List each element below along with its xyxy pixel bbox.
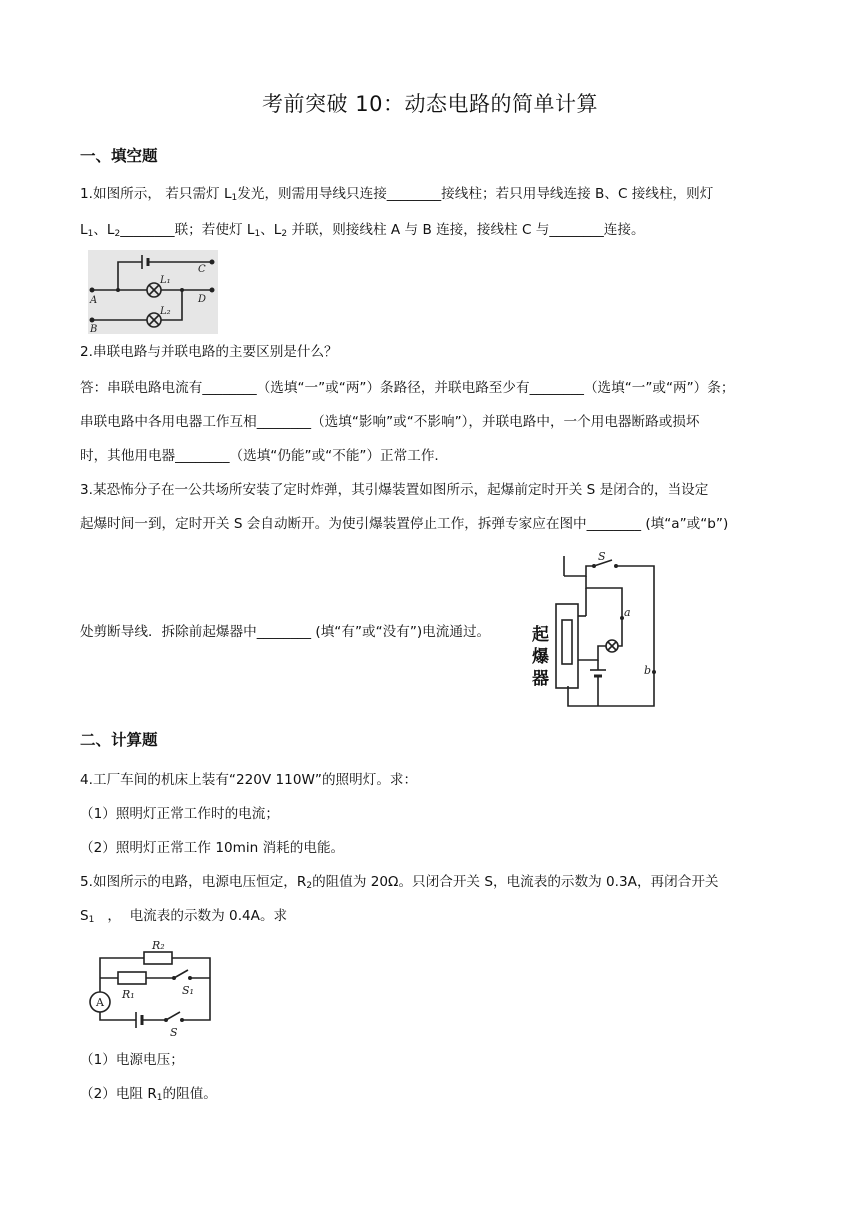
device-label-char: 起 [532,625,549,645]
q1-text: ________联；若使灯 L [120,222,255,238]
terminal-label-a: A [90,295,98,306]
q5-circuit-figure [86,940,216,1036]
q4-line-2: （1）照明灯正常工作时的电流； [80,806,279,822]
q1-line-1 [80,184,713,204]
q2-line-4: 时，其他用电器________（选填“仍能”或“不能”）正常工作. [80,448,439,464]
switch-label-s: S [598,550,606,563]
device-label-char: 爆 [532,647,549,667]
device-label-char: 器 [532,669,549,689]
terminal-label-d: D [198,294,207,305]
subscript: 1 [231,193,238,203]
q3-detonator-figure [530,548,660,716]
q4-line-3: （2）照明灯正常工作 10min 消耗的电能。 [80,840,345,856]
q5-text: 的阻值为 20Ω。只闭合开关 S，电流表的示数为 0.3A，再闭合开关 [312,874,719,890]
subscript: 1 [87,229,94,239]
section-heading-calculation: 二、计算题 [80,731,158,749]
q5-text: ， 电流表的示数为 0.4A。求 [94,908,288,924]
lamp-label-l2: L₂ [160,306,171,317]
q1-text: 并联，则接线柱 A 与 B 连接，接线柱 C 与________连接。 [287,222,645,238]
q5-line-4 [80,1084,217,1104]
q1-text: 、L [93,222,115,238]
q4-line-1: 4.工厂车间的机床上装有“220V 110W”的照明灯。求： [80,772,418,788]
subscript: 2 [306,881,313,891]
subscript: 2 [281,229,288,239]
terminal-label-b: B [90,324,98,334]
q1-text: L [80,222,88,238]
page-title: 考前突破 10：动态电路的简单计算 [262,92,598,116]
switch-label-s1: S₁ [182,984,194,997]
switch-label-s: S [170,1026,178,1036]
q1-line-2 [80,220,645,240]
q1-text: 1.如图所示， 若只需灯 L [80,186,232,202]
q1-circuit-figure [88,250,218,334]
subscript: 1 [88,915,95,925]
q3-line-1: 3.某恐怖分子在一公共场所安装了定时炸弹，其引爆装置如图所示，起爆前定时开关 S 是闭合的，当设定 [80,482,709,498]
q5-line-2 [80,906,287,926]
wire-label-b: b [644,664,652,677]
subscript: 1 [254,229,261,239]
q3-line-3: 处剪断导线．拆除前起爆器中________ (填“有”或“没有”)电流通过。 [80,624,491,640]
lamp-label-l1: L₁ [160,275,171,286]
q5-text: S [80,908,89,924]
wire-label-a: a [624,606,631,619]
q3-line-2: 起爆时间一到，定时开关 S 会自动断开。为使引爆装置停止工作，拆弹专家应在图中________ (填“a”或“b”) [80,516,729,532]
q5-line-3: （1）电源电压； [80,1052,184,1068]
q2-line-3: 串联电路中各用电器工作互相________（选填“影响”或“不影响”），并联电路中，一个用电器断路或损坏 [80,414,700,430]
section-heading-fill-blank: 一、填空题 [80,147,158,165]
subscript: 2 [114,229,121,239]
q1-text: 、L [260,222,282,238]
resistor-label-r2: R₂ [152,940,165,952]
q1-text: 发光，则需用导线只连接________接线柱；若只用导线连接 B、C 接线柱，则灯 [237,186,714,202]
q2-line-2: 答：串联电路电流有________（选填“一”或“两”）条路径，并联电路至少有________（选填“一”或“两”）条； [80,380,735,396]
subscript: 1 [156,1093,163,1103]
q2-line-1: 2.串联电路与并联电路的主要区别是什么？ [80,344,338,360]
terminal-label-c: C [198,264,206,275]
q5-line-1 [80,872,719,892]
resistor-label-r1: R₁ [122,988,135,1001]
q5-text: （2）电阻 R [80,1086,157,1102]
q5-text: 5.如图所示的电路，电源电压恒定，R [80,874,307,890]
q5-text: 的阻值。 [162,1086,217,1102]
ammeter-label: A [96,996,104,1009]
